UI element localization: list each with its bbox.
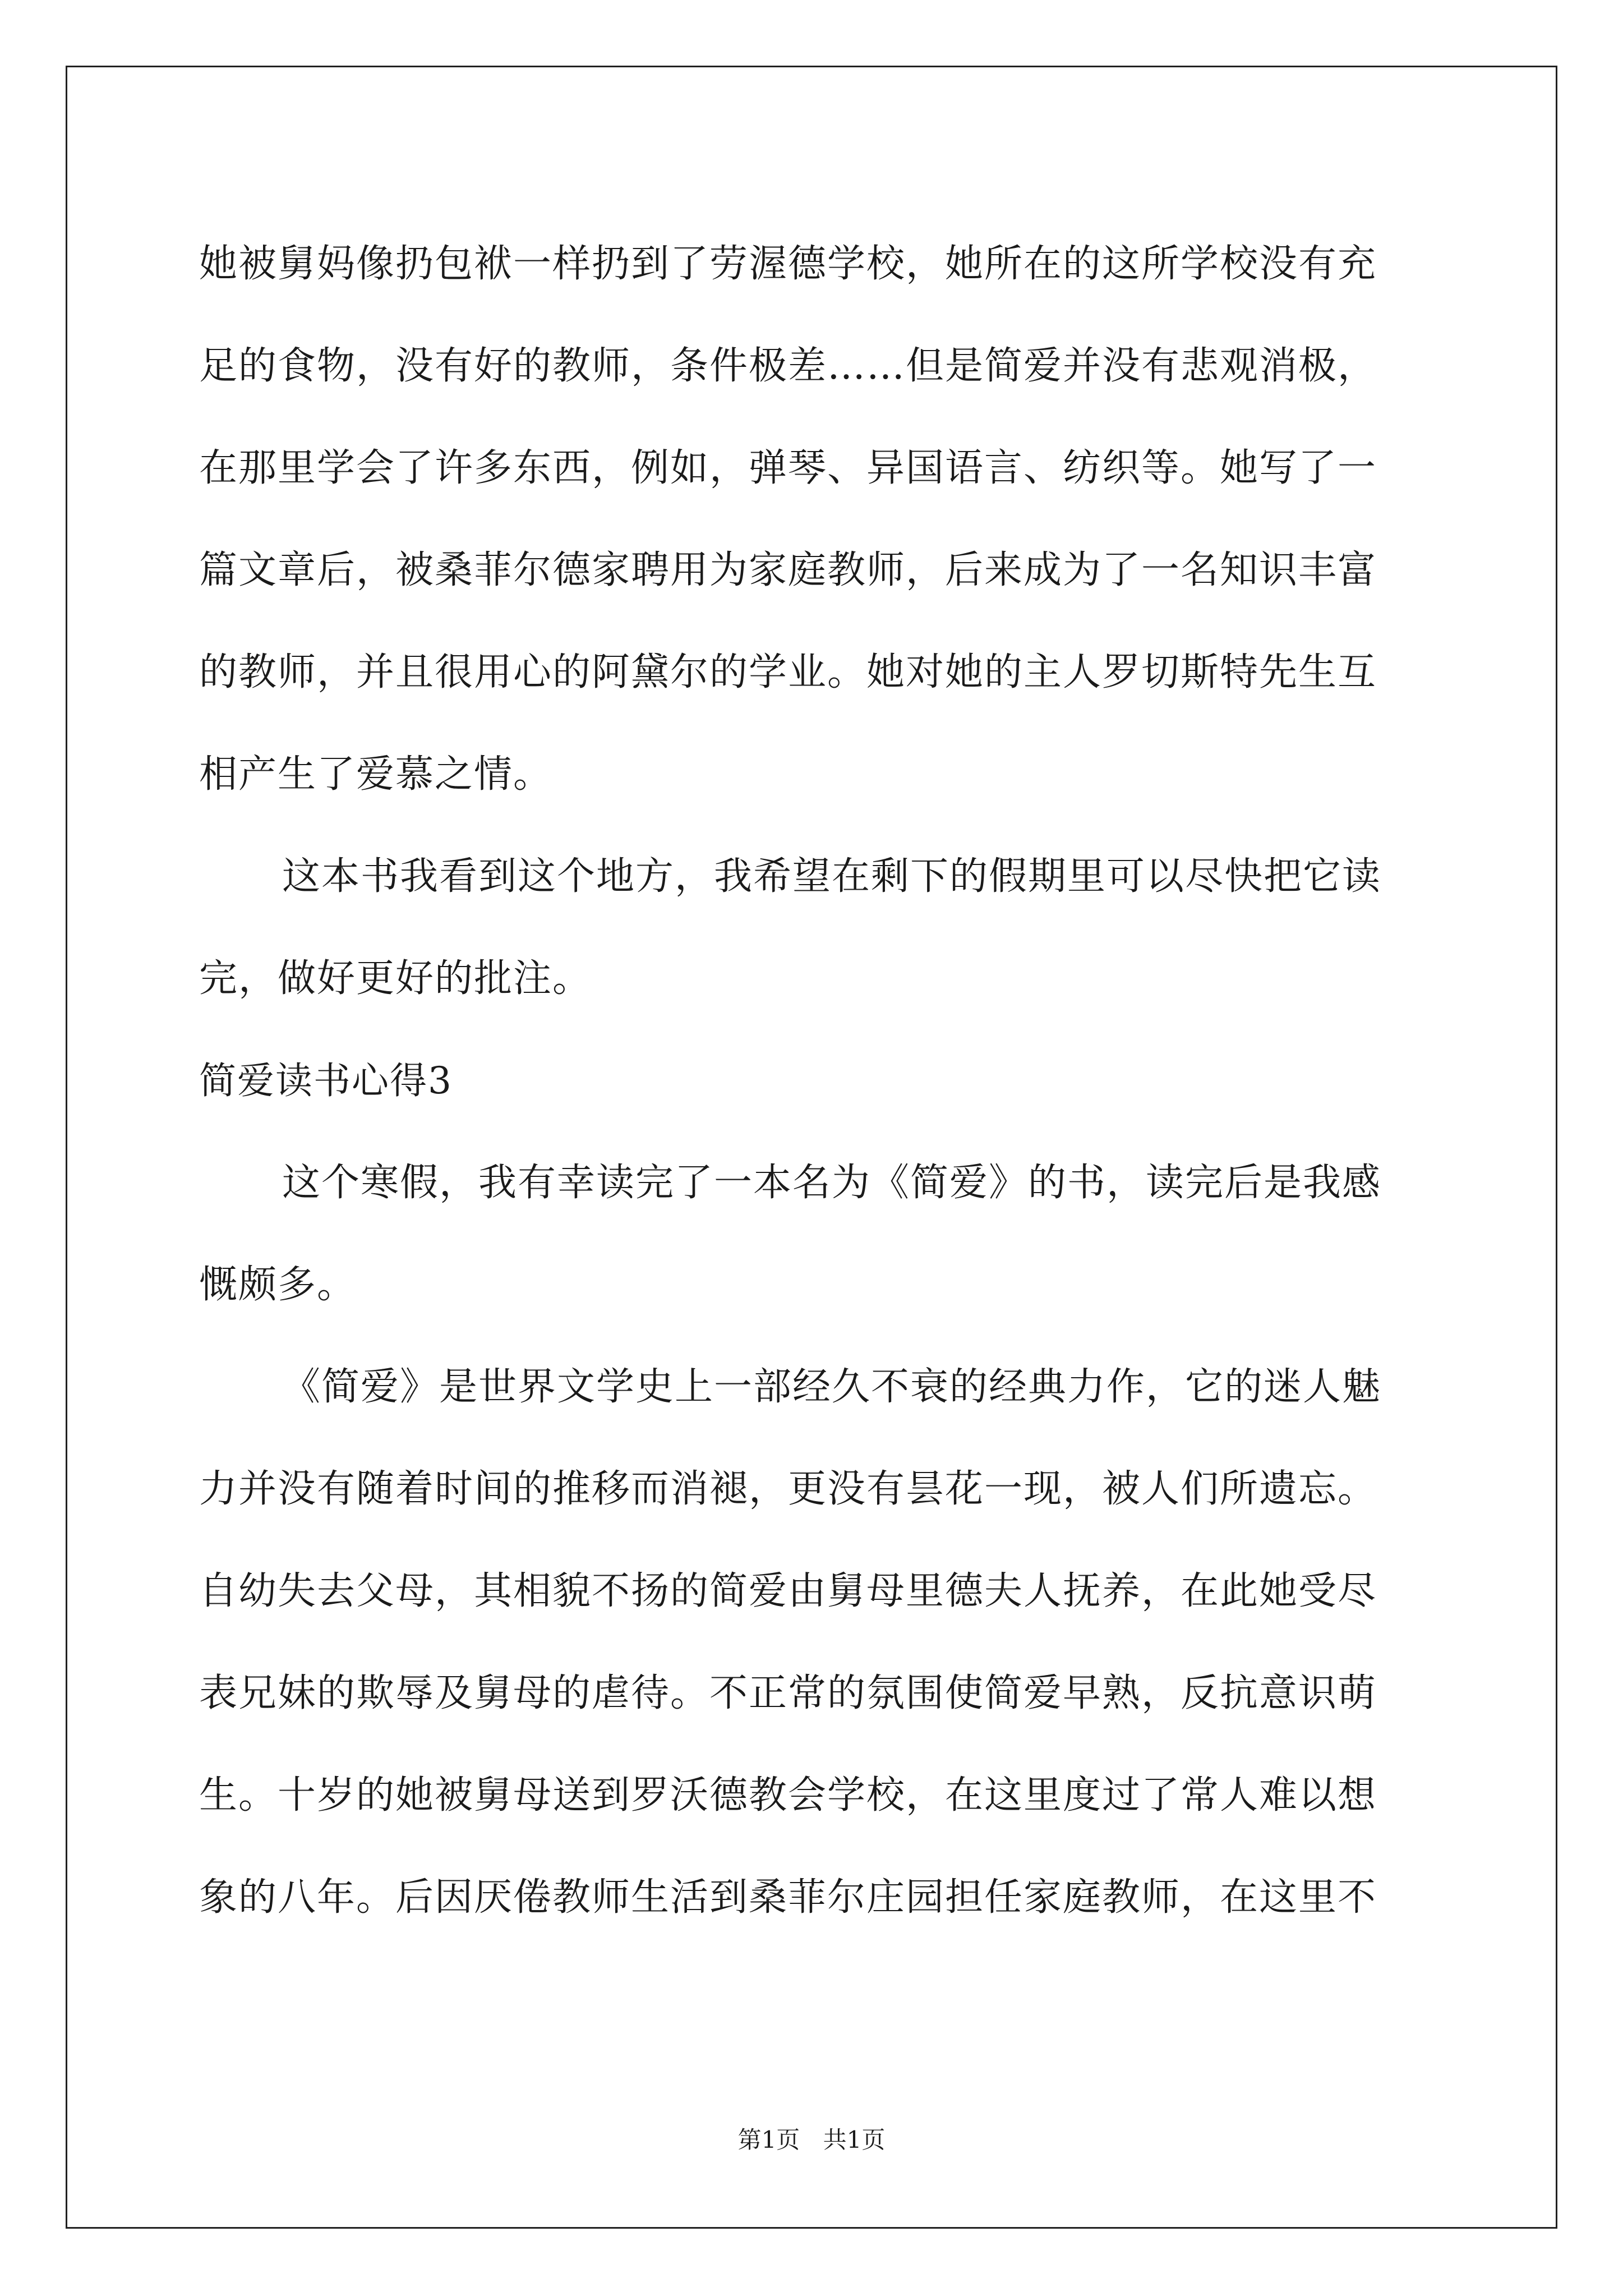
text-line: 篇文章后，被桑菲尔德家聘用为家庭教师，后来成为了一名知识丰富 xyxy=(199,548,1377,592)
text-line: 她被舅妈像扔包袱一样扔到了劳渥德学校，她所在的这所学校没有充 xyxy=(199,242,1377,286)
paragraph-first-line: 这个寒假，我有幸读完了一本名为《简爱》的书，读完后是我感 xyxy=(282,1161,1382,1205)
page-footer xyxy=(0,2122,1623,2155)
page-number: 第1页 xyxy=(737,2126,800,2154)
page-total: 共1页 xyxy=(823,2126,886,2154)
text-line: 在那里学会了许多东西，例如，弹琴、异国语言、纺织等。她写了一 xyxy=(199,446,1377,490)
text-line: 象的八年。后因厌倦教师生活到桑菲尔庄园担任家庭教师，在这里不 xyxy=(199,1875,1377,1920)
section-heading: 简爱读书心得3 xyxy=(199,1059,453,1102)
text-line: 的教师，并且很用心的阿黛尔的学业。她对她的主人罗切斯特先生互 xyxy=(199,650,1377,694)
text-line: 自幼失去父母，其相貌不扬的简爱由舅母里德夫人抚养，在此她受尽 xyxy=(199,1569,1377,1613)
text-line: 力并没有随着时间的推移而消褪，更没有昙花一现，被人们所遗忘。 xyxy=(199,1467,1377,1511)
text-line: 完，做好更好的批注。 xyxy=(199,956,592,1001)
paragraph-first-line: 这本书我看到这个地方，我希望在剩下的假期里可以尽快把它读 xyxy=(282,854,1382,899)
text-line: 足的食物，没有好的教师，条件极差……但是简爱并没有悲观消极， xyxy=(199,344,1377,388)
text-line: 慨颇多。 xyxy=(199,1263,357,1307)
text-line: 生。十岁的她被舅母送到罗沃德教会学校，在这里度过了常人难以想 xyxy=(199,1773,1377,1818)
document-body xyxy=(199,213,1433,1949)
paragraph-first-line: 《简爱》是世界文学史上一部经久不衰的经典力作，它的迷人魅 xyxy=(282,1365,1382,1409)
text-line: 表兄妹的欺辱及舅母的虐待。不正常的氛围使简爱早熟，反抗意识萌 xyxy=(199,1671,1377,1715)
text-line: 相产生了爱慕之情。 xyxy=(199,752,553,797)
